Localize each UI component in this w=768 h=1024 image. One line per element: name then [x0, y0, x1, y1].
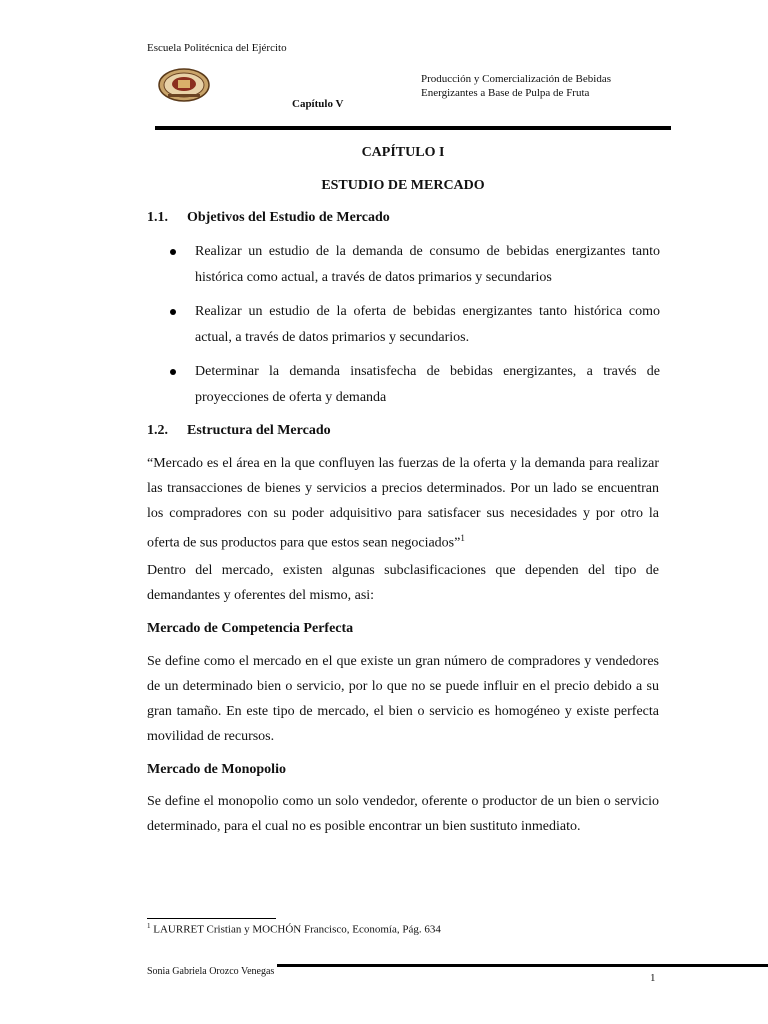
- footnote-divider: [147, 918, 276, 919]
- market-paragraph: Dentro del mercado, existen algunas subclasificaciones que dependen del tipo de demandantes y oferentes del mismo, asi:: [147, 563, 659, 603]
- bullet-text: Realizar un estudio de la oferta de bebidas energizantes tanto histórica como actual, a través de datos primarios y secundarios.: [195, 304, 660, 345]
- section-heading-1-1: [147, 210, 390, 226]
- footer-divider: [277, 964, 768, 967]
- bullet-item: [170, 299, 660, 351]
- perfect-competition-paragraph: Se define como el mercado en el que existe un gran número de compradores y vendedores de un determinado bien o servicio, por lo que no se puede influir en el precio debido a su gran tamaño. En este tipo de mercado, el bien o servicio es homogéneo y existe perfecta movilidad de recursos.: [147, 654, 659, 744]
- footnote-reference: 1: [460, 533, 465, 543]
- subheading-perfect-competition: Mercado de Competencia Perfecta: [147, 621, 354, 636]
- subheading-monopoly: Mercado de Monopolio: [147, 762, 286, 777]
- section-number: 1.2.: [147, 423, 168, 438]
- header-chapter-label: Capítulo V: [292, 98, 344, 110]
- header-school-name: Escuela Politécnica del Ejército: [147, 42, 287, 54]
- section-title: Estructura del Mercado: [187, 423, 331, 438]
- quote-paragraph: [147, 451, 659, 556]
- bullet-dot-icon: [170, 249, 176, 255]
- header-project-title-line2: Energizantes a Base de Pulpa de Fruta: [421, 87, 590, 99]
- monopoly-paragraph: Se define el monopolio como un solo vendedor, oferente o productor de un bien o servicio determinado, para el cual no es posible encontrar un bien sustituto inmediato.: [147, 794, 659, 834]
- bullet-text: Realizar un estudio de la demanda de consumo de bebidas energizantes tanto histórica como actual, a través de datos primarios y secundarios: [195, 244, 660, 285]
- section-heading-1-2: [147, 423, 331, 439]
- header-divider: [155, 126, 671, 130]
- quote-text: “Mercado es el área en la que confluyen las fuerzas de la oferta y la demanda para realizar las transacciones de bienes y servicios a precios determinados. Por un lado se encuentran los compradores con su poder adquisitivo para satisfacer sus necesidades y por otro la oferta de sus productos para que estos sean negociados”: [147, 456, 659, 551]
- section-title: Objetivos del Estudio de Mercado: [187, 210, 390, 225]
- footnote: [147, 922, 441, 936]
- institution-logo: [158, 68, 210, 102]
- page-number: 1: [650, 972, 656, 984]
- footnote-text: LAURRET Cristian y MOCHÓN Francisco, Economía, Pág. 634: [150, 923, 441, 936]
- bullet-dot-icon: [170, 309, 176, 315]
- footnote-number: 1: [147, 922, 151, 930]
- header-project-title-line1: Producción y Comercialización de Bebidas: [421, 73, 611, 85]
- bullet-item: [170, 359, 660, 411]
- bullet-dot-icon: [170, 369, 176, 375]
- bullet-text: Determinar la demanda insatisfecha de bebidas energizantes, a través de proyecciones de oferta y demanda: [195, 364, 660, 405]
- section-number: 1.1.: [147, 210, 168, 225]
- bullet-item: [170, 239, 660, 291]
- header-project-title: [421, 72, 701, 100]
- main-heading: ESTUDIO DE MERCADO: [321, 178, 485, 193]
- footer-author: Sonia Gabriela Orozco Venegas: [147, 966, 275, 977]
- chapter-heading: CAPÍTULO I: [361, 145, 445, 160]
